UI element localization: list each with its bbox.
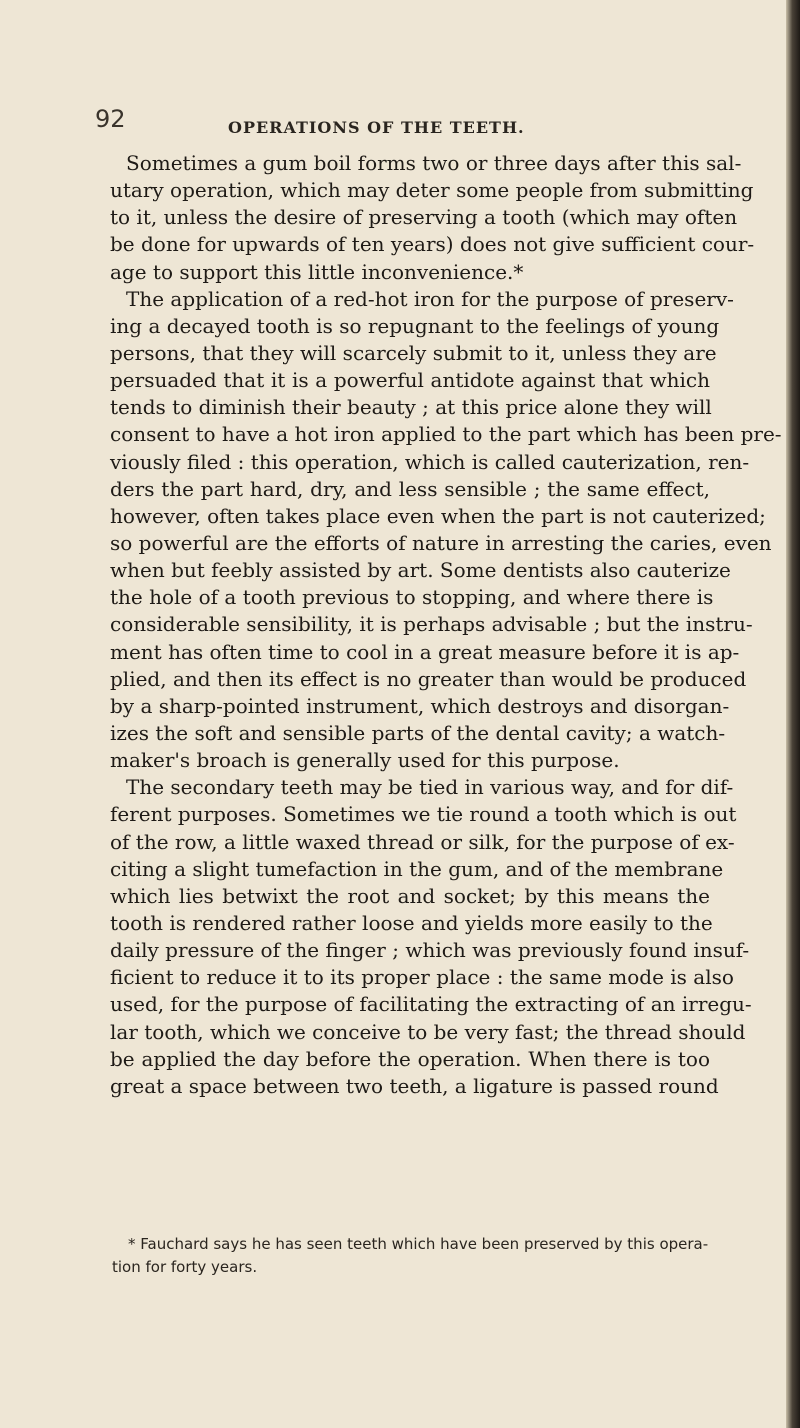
page-edge-shadow — [786, 0, 800, 1428]
text-line: age to support this little inconvenience.* — [110, 259, 524, 284]
text-line: izes the soft and sensible parts of the dental cavity; a watch- — [110, 720, 726, 745]
text-line: The application of a red-hot iron for the purpose of preserv- — [126, 286, 734, 311]
text-line: great a space between two teeth, a ligature is passed round — [110, 1073, 719, 1098]
text-line: citing a slight tumefaction in the gum, and of the membrane — [110, 856, 724, 881]
body-text — [110, 150, 782, 1100]
text-line: used, for the purpose of facilitating the extracting of an irregu- — [110, 992, 752, 1017]
text-line: the hole of a tooth previous to stopping, and where there is — [110, 585, 714, 610]
text-line: so powerful are the efforts of nature in arresting the caries, even — [110, 530, 772, 555]
footnote-line: * Fauchard says he has seen teeth which have been preserved by this opera- — [128, 1235, 709, 1253]
text-line: ferent purposes. Sometimes we tie round a tooth which is out — [110, 802, 737, 827]
text-line: The secondary teeth may be tied in various way, and for dif- — [126, 775, 734, 800]
text-line: plied, and then its effect is no greater than would be produced — [110, 666, 747, 691]
text-line: however, often takes place even when the part is not cauterized; — [110, 503, 766, 528]
text-line: tooth is rendered rather loose and yields more easily to the — [110, 910, 713, 935]
text-line: to it, unless the desire of preserving a tooth (which may often — [110, 205, 738, 230]
text-line: be applied the day before the operation. When there is too — [110, 1046, 710, 1071]
text-line: consent to have a hot iron applied to the part which has been pre- — [110, 422, 782, 447]
text-line: of the row, a little waxed thread or silk, for the purpose of ex- — [110, 829, 735, 854]
text-line: persuaded that it is a powerful antidote against that which — [110, 368, 710, 393]
text-line: persons, that they will scarcely submit to it, unless they are — [110, 340, 717, 365]
text-line: viously filed : this operation, which is called cauterization, ren- — [110, 449, 750, 474]
text-line: maker's broach is generally used for this purpose. — [110, 748, 620, 773]
text-line: considerable sensibility, it is perhaps advisable ; but the instru- — [110, 612, 753, 637]
text-line: tends to diminish their beauty ; at this price alone they will — [110, 395, 712, 420]
footnote-line: tion for forty years. — [112, 1258, 258, 1276]
text-line: lar tooth, which we conceive to be very fast; the thread should — [110, 1019, 746, 1044]
text-line: which lies betwixt the root and socket; by this means the — [110, 883, 710, 908]
page-number: 92 — [95, 105, 126, 133]
text-line: ficient to reduce it to its proper place : the same mode is also — [110, 965, 734, 990]
text-line: by a sharp-pointed instrument, which destroys and disorgan- — [110, 693, 730, 718]
text-line: ders the part hard, dry, and less sensible ; the same effect, — [110, 476, 710, 501]
text-line: Sometimes a gum boil forms two or three days after this sal- — [126, 151, 742, 175]
text-line: ment has often time to cool in a great measure before it is ap- — [110, 639, 740, 664]
running-head: OPERATIONS OF THE TEETH. — [228, 118, 525, 137]
text-line: ing a decayed tooth is so repugnant to the feelings of young — [110, 313, 720, 338]
text-line: be done for upwards of ten years) does not give sufficient cour- — [110, 232, 755, 257]
footnote — [112, 1233, 710, 1279]
text-line: utary operation, which may deter some people from submitting — [110, 178, 754, 203]
text-line: when but feebly assisted by art. Some dentists also cauterize — [110, 558, 731, 583]
text-line: daily pressure of the finger ; which was previously found insuf- — [110, 938, 750, 963]
